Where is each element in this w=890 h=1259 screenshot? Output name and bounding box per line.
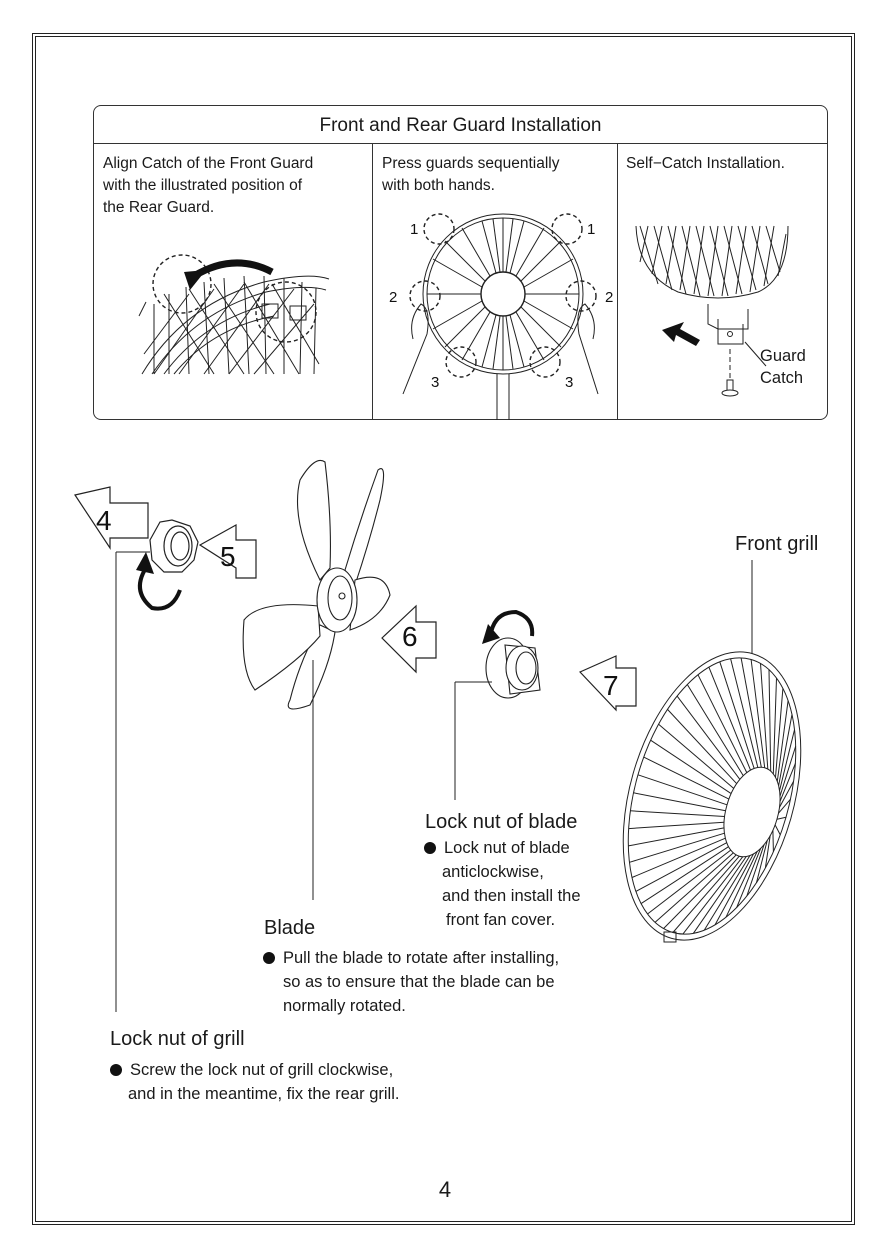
grill-lock-nut-line: and in the meantime, fix the rear grill. xyxy=(128,1085,400,1103)
blade-label: Blade xyxy=(264,917,316,939)
blade-lock-nut-line: anticlockwise, xyxy=(442,863,544,881)
grill-lock-nut-label: Lock nut of grill xyxy=(110,1028,245,1050)
press-order-label: 2 xyxy=(389,289,398,306)
blade-lock-nut-line: and then install the xyxy=(442,887,581,905)
bullet-icon xyxy=(263,952,275,964)
guard-step-align-text: Align Catch of the Front Guard with the illustrated position of the Rear Guard. xyxy=(103,155,314,216)
blade-lock-nut-description xyxy=(424,836,581,932)
guard-step-self-catch-text: Self−Catch Installation. xyxy=(626,155,785,172)
guard-step-press-text: Press guards sequentially with both hands. xyxy=(382,155,560,194)
grill-spoke xyxy=(773,830,774,851)
blade-lock-nut-label: Lock nut of blade xyxy=(425,811,578,833)
blade-lock-nut-line: Lock nut of blade xyxy=(444,839,570,857)
step-number-7: 7 xyxy=(603,670,619,701)
page-number: 4 xyxy=(438,1177,452,1202)
front-grill-label: Front grill xyxy=(735,533,819,555)
bullet-icon xyxy=(424,842,436,854)
blade-description xyxy=(263,946,559,1018)
press-order-label: 2 xyxy=(605,289,614,306)
blade-lock-nut-icon xyxy=(486,638,540,698)
fan-blade-icon xyxy=(243,460,390,709)
blade-lock-nut-line: front fan cover. xyxy=(446,911,556,929)
guard-section-title: Front and Rear Guard Installation xyxy=(94,106,827,144)
grill-lock-nut-icon xyxy=(150,520,198,572)
step-number-6: 6 xyxy=(402,621,418,652)
press-order-label: 1 xyxy=(587,221,596,238)
bullet-icon xyxy=(110,1064,122,1076)
step-number-4: 4 xyxy=(96,505,112,536)
grill-lock-nut-line: Screw the lock nut of grill clockwise, xyxy=(130,1061,394,1079)
press-order-label: 1 xyxy=(410,221,419,238)
blade-description-line: so as to ensure that the blade can be xyxy=(283,973,555,991)
press-order-label: 3 xyxy=(565,374,574,391)
step-number-5: 5 xyxy=(220,541,236,572)
grill-lock-nut-description xyxy=(110,1058,399,1106)
press-order-label: 3 xyxy=(431,374,440,391)
guard-catch-label: Guard Catch xyxy=(760,347,806,387)
blade-description-line: Pull the blade to rotate after installing, xyxy=(283,949,560,967)
blade-description-line: normally rotated. xyxy=(283,997,406,1015)
